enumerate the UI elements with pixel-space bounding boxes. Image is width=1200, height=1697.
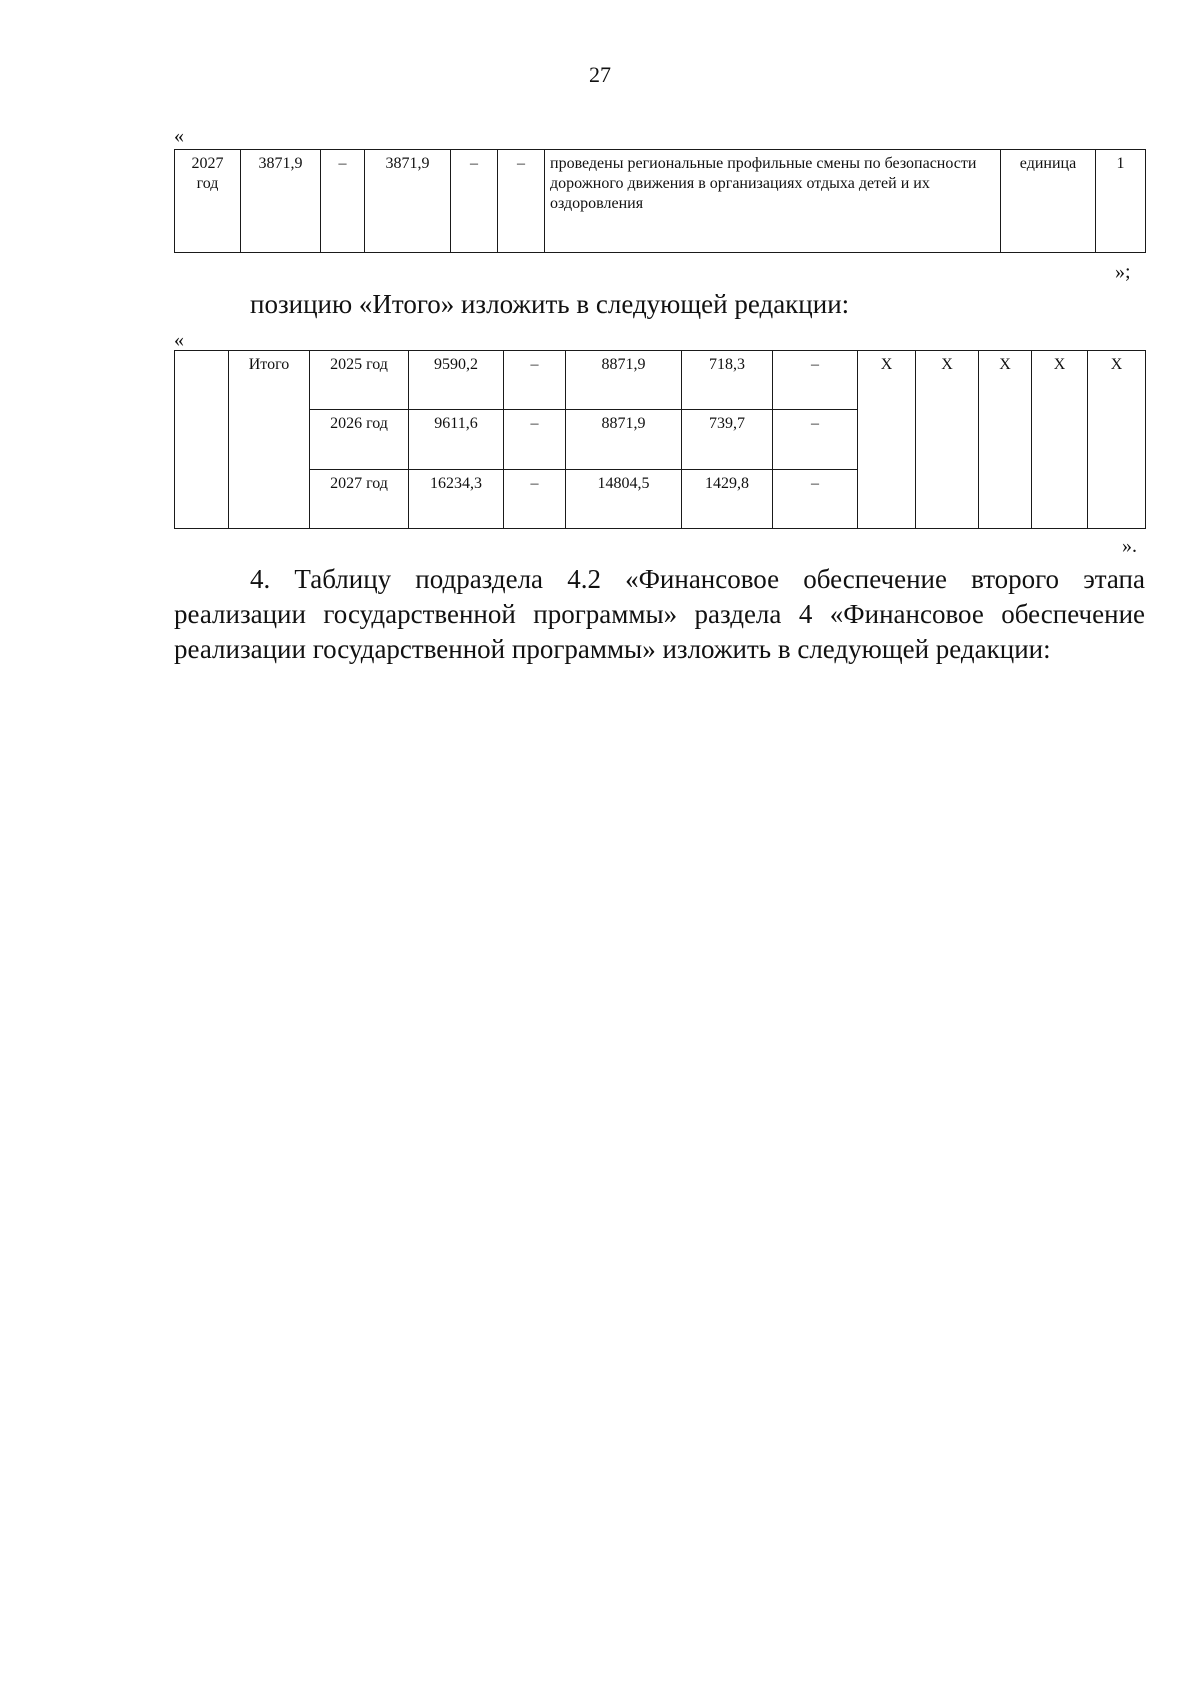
empty-value-cell: – — [504, 351, 566, 410]
empty-value-cell: – — [773, 469, 858, 528]
instruction-text: позицию «Итого» изложить в следующей редакции: — [250, 289, 850, 319]
empty-value-cell: – — [504, 410, 566, 469]
total-cell: 9590,2 — [409, 351, 504, 410]
opening-quote: « — [174, 125, 184, 147]
opening-quote: « — [174, 329, 184, 351]
total-cell: 9611,6 — [409, 410, 504, 469]
table-row — [175, 150, 1146, 253]
amount-cell: 14804,5 — [566, 469, 682, 528]
total-label-cell: Итого — [229, 351, 310, 529]
year-cell: 2027 год — [175, 150, 241, 253]
empty-value-cell: – — [321, 150, 365, 253]
x-mark-cell: Х — [979, 351, 1032, 529]
blank-cell — [175, 351, 229, 529]
empty-value-cell: – — [498, 150, 545, 253]
year-cell: 2026 год — [310, 410, 409, 469]
closing-quote: »; — [1115, 261, 1131, 283]
x-mark-cell: Х — [858, 351, 916, 529]
page-number: 27 — [589, 62, 611, 87]
unit-cell: единица — [1001, 150, 1096, 253]
total-table — [174, 350, 1146, 529]
body-paragraph: 4. Таблицу подраздела 4.2 «Финансовое обеспечение второго этапа реализации государственной программы» раздела 4 «Финансовое обеспечение реализации государственной программы» изложить в следующей редакции: — [174, 564, 1145, 664]
result-description-cell: проведены региональные профильные смены по безопасности дорожного движения в организациях отдыха детей и их оздоровления — [545, 150, 1001, 253]
empty-value-cell: – — [451, 150, 498, 253]
amount-cell: 739,7 — [682, 410, 773, 469]
year-cell: 2025 год — [310, 351, 409, 410]
empty-value-cell: – — [504, 469, 566, 528]
empty-value-cell: – — [773, 410, 858, 469]
x-mark-cell: Х — [916, 351, 979, 529]
value-cell: 1 — [1096, 150, 1146, 253]
closing-quote: ». — [1122, 535, 1137, 557]
amount-cell: 3871,9 — [365, 150, 451, 253]
amount-cell: 1429,8 — [682, 469, 773, 528]
amount-cell: 8871,9 — [566, 410, 682, 469]
program-measure-table — [174, 149, 1146, 253]
x-mark-cell: Х — [1088, 351, 1146, 529]
amount-cell: 8871,9 — [566, 351, 682, 410]
year-cell: 2027 год — [310, 469, 409, 528]
empty-value-cell: – — [773, 351, 858, 410]
x-mark-cell: Х — [1032, 351, 1088, 529]
amount-cell: 718,3 — [682, 351, 773, 410]
table-row — [175, 351, 1146, 410]
total-cell: 16234,3 — [409, 469, 504, 528]
amount-cell: 3871,9 — [241, 150, 321, 253]
